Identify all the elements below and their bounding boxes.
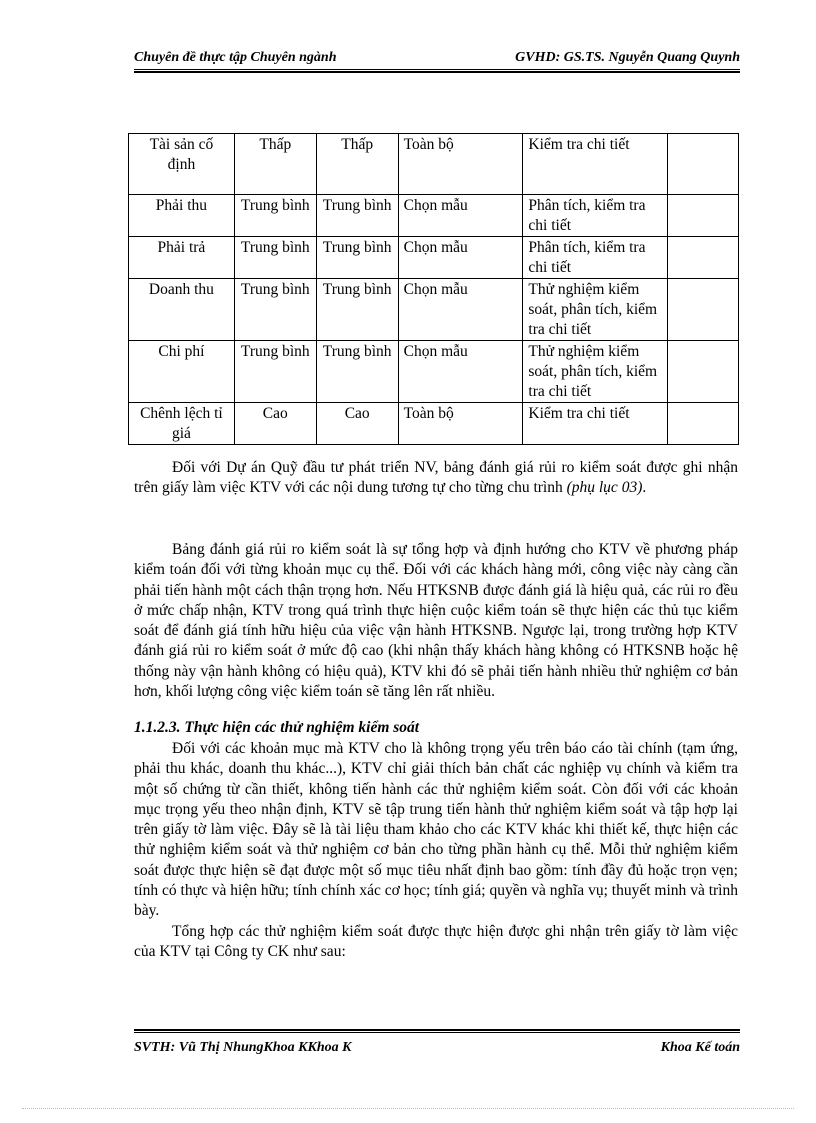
table-row [129,134,739,195]
table-cell: Phải trả [129,237,235,279]
table-cell: Trung bình [316,237,398,279]
table-cell: Trung bình [234,237,316,279]
table-cell [668,341,739,403]
table-cell: Thử nghiệm kiểm soát, phân tích, kiểm tra chi tiết [523,279,668,341]
table-cell: Kiểm tra chi tiết [523,403,668,445]
table-cell: Trung bình [234,195,316,237]
table-cell: Phải thu [129,195,235,237]
table-cell [668,279,739,341]
appendix-reference: (phụ lục 03) [566,479,643,497]
paragraph-end: . [642,479,647,497]
table-cell: Toàn bộ [398,134,523,195]
table-cell [668,403,739,445]
header-rule [134,69,740,73]
table-cell: Trung bình [316,195,398,237]
table-cell: Phân tích, kiểm tra chi tiết [523,195,668,237]
section-heading [134,718,738,738]
paragraph-control-tests [134,739,738,962]
table-row [129,195,739,237]
risk-assessment-table [128,133,739,445]
table-row [129,403,739,445]
footer-department: Khoa Kế toán [660,1040,740,1055]
footer-rule [134,1029,740,1033]
footer-student: SVTH: Vũ Thị NhungKhoa KKhoa K [134,1040,352,1055]
table-cell [668,134,739,195]
header-supervisor: GVHD: GS.TS. Nguyễn Quang Quynh [515,50,740,65]
paragraph-project-fund [134,458,738,499]
table-cell: Trung bình [316,279,398,341]
table-cell: Cao [234,403,316,445]
table-cell: Chọn mẫu [398,237,523,279]
header-course-title: Chuyên đề thực tập Chuyên ngành [134,50,337,65]
paragraph-risk-assessment [134,540,738,702]
table-cell: Chọn mẫu [398,341,523,403]
paragraph-summary: Tổng hợp các thử nghiệm kiểm soát được thực hiện được ghi nhận trên giấy tờ làm việc của KTV tại Công ty CK như sau: [134,922,738,960]
table-cell: Phân tích, kiểm tra chi tiết [523,237,668,279]
table-cell: Thấp [316,134,398,195]
table-cell: Thử nghiệm kiểm soát, phân tích, kiểm tra chi tiết [523,341,668,403]
table-cell: Doanh thu [129,279,235,341]
table-cell [668,237,739,279]
table-cell: Chọn mẫu [398,195,523,237]
table-cell: Chọn mẫu [398,279,523,341]
table-cell: Chi phí [129,341,235,403]
page-footer [134,1040,740,1060]
table-cell: Chênh lệch tỉ giá [129,403,235,445]
paragraph-text: Bảng đánh giá rủi ro kiểm soát là sự tổng hợp và định hướng cho KTV về phương pháp kiểm toán đối với từng khoản mục cụ thể. Đối với các khách hàng mới, công việc này càng cần phải tiến hành một cách thận trọng hơn. Nếu HTKSNB được đánh giá là hiệu quả, các rủi ro đều ở mức chấp nhận, KTV trong quá trình thực hiện cuộc kiểm toán sẽ thực hiện các thủ tục kiểm soát để đánh giá tính hữu hiệu của việc vận hành HTKSNB. Ngược lại, trong trường hợp KTV đánh giá rủi ro kiểm soát ở mức độ cao (khi nhận thấy khách hàng không có HTKSNB hoặc hệ thống này vận hành không có hiệu quả), KTV khi đó sẽ phải tiến hành nhiều thử nghiệm cơ bản hơn, khối lượng công việc kiểm toán sẽ tăng lên rất nhiều. [134,541,738,701]
table-row [129,341,739,403]
table-cell: Trung bình [316,341,398,403]
table-cell: Trung bình [234,341,316,403]
table-cell: Kiểm tra chi tiết [523,134,668,195]
page-header [134,50,740,70]
table-cell: Tài sản cố định [129,134,235,195]
table-cell [668,195,739,237]
table-cell: Thấp [234,134,316,195]
table-row [129,237,739,279]
paragraph-text: Đối với Dự án Quỹ đầu tư phát triển NV, bảng đánh giá rủi ro kiểm soát được ghi nhận trên giấy làm việc KTV với các nội dung tương tự cho từng chu trình [134,459,738,497]
paragraph-text: Đối với các khoản mục mà KTV cho là không trọng yếu trên báo cáo tài chính (tạm ứng, phải thu khác, doanh thu khác...), KTV chỉ giải thích bản chất các nghiệp vụ chính và kiểm tra một số chứng từ cần thiết, không tiến hành các thử nghiệm kiểm soát. Còn đối với các khoản mục trọng yếu theo nhận định, KTV sẽ tập trung tiến hành thử nghiệm kiểm soát và tập hợp lại trên giấy tờ làm việc. Đây sẽ là tài liệu tham khảo cho các KTV khác khi thiết kế, thực hiện các thử nghiệm kiểm soát và thử nghiệm cơ bản cho từng phần hành cụ thể. Mỗi thử nghiệm kiểm soát được thực hiện sẽ đạt được một số mục tiêu nhất định bao gồm: tính đầy đủ hoặc trọn vẹn; tính có thực và hiện hữu; tính chính xác cơ học; tính giá; quyền và nghĩa vụ; thuyết minh và trình bày. [134,740,738,920]
table-cell: Trung bình [234,279,316,341]
table-cell: Toàn bộ [398,403,523,445]
page-bottom-dotted-line [22,1108,794,1109]
heading-text: 1.1.2.3. Thực hiện các thử nghiệm kiểm soát [134,719,420,736]
table-row [129,279,739,341]
table-cell: Cao [316,403,398,445]
